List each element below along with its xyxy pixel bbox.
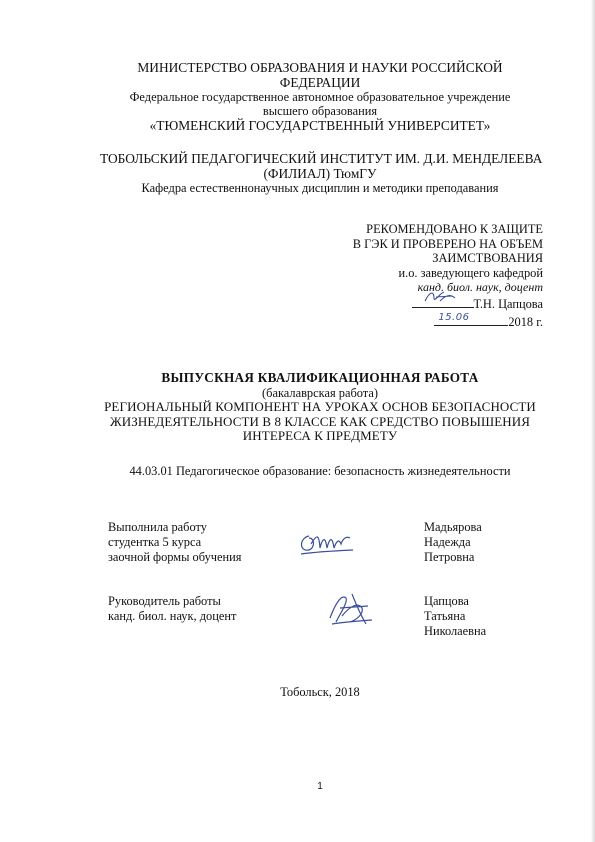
- author-firstname: Надежда: [424, 535, 471, 549]
- supervisor-role: [108, 594, 236, 624]
- department-line: Кафедра естественнонаучных дисциплин и методики преподавания: [141, 181, 499, 195]
- date-underline: [434, 313, 508, 326]
- approval-year: 2018 г.: [508, 314, 543, 329]
- author-role: [108, 520, 241, 565]
- head-signature-mark: [422, 289, 458, 305]
- header-line: ФЕДЕРАЦИИ: [279, 75, 361, 90]
- document-subtype: (бакалаврская работа): [262, 386, 378, 400]
- author-signature: [295, 526, 357, 560]
- approval-date-line: [300, 313, 543, 331]
- approval-block: [300, 222, 543, 331]
- page-edge: [591, 0, 595, 842]
- approval-degree: канд. биол. наук, доцент: [417, 280, 543, 294]
- signature-underline: [412, 295, 474, 308]
- supervisor-patronymic: Николаевна: [424, 624, 487, 638]
- approval-line: ЗАИМСТВОВАНИЯ: [432, 251, 543, 265]
- supervisor-role-line: Руководитель работы: [108, 594, 221, 608]
- institute-line: (ФИЛИАЛ) ТюмГУ: [263, 166, 377, 181]
- supervisor-firstname: Татьяна: [424, 609, 466, 623]
- supervisor-name: [424, 594, 486, 639]
- thesis-title-block: [100, 370, 540, 444]
- approval-signature-line: [300, 295, 543, 313]
- supervisor-signature: [322, 588, 378, 630]
- header-line: МИНИСТЕРСТВО ОБРАЗОВАНИЯ И НАУКИ РОССИЙСКОЙ: [137, 60, 503, 75]
- institute-line: ТОБОЛЬСКИЙ ПЕДАГОГИЧЕСКИЙ ИНСТИТУТ ИМ. Д.И. МЕНДЕЛЕЕВА: [100, 151, 543, 166]
- city-year-text: Тобольск, 2018: [280, 685, 360, 699]
- approval-position: и.о. заведующего кафедрой: [398, 265, 543, 280]
- thesis-topic-line: ЖИЗНЕДЕЯТЕЛЬНОСТИ В 8 КЛАССЕ КАК СРЕДСТВО ПОВЫШЕНИЯ: [110, 413, 530, 429]
- specialty-line: [100, 464, 540, 478]
- header-line: «ТЮМЕНСКИЙ ГОСУДАРСТВЕННЫЙ УНИВЕРСИТЕТ»: [149, 118, 491, 133]
- document-type: ВЫПУСКНАЯ КВАЛИФИКАЦИОННАЯ РАБОТА: [161, 370, 479, 385]
- handwritten-date: 15.06: [438, 311, 470, 323]
- thesis-topic-line: ИНТЕРЕСА К ПРЕДМЕТУ: [242, 428, 398, 443]
- author-surname: Мадьярова: [424, 520, 482, 534]
- header-line: высшего образования: [262, 104, 378, 118]
- page-number: 1: [317, 781, 323, 792]
- specialty-text: 44.03.01 Педагогическое образование: безопасность жизнедеятельности: [129, 464, 511, 478]
- header-line: Федеральное государственное автономное образовательное учреждение: [129, 90, 511, 104]
- approval-line: В ГЭК И ПРОВЕРЕНО НА ОБЪЕМ: [352, 236, 543, 251]
- author-role-line: студентка 5 курса: [108, 535, 202, 549]
- thesis-topic-line: РЕГИОНАЛЬНЫЙ КОМПОНЕНТ НА УРОКАХ ОСНОВ БЕЗОПАСНОСТИ: [104, 399, 536, 414]
- ministry-header: [100, 60, 540, 133]
- approval-line: РЕКОМЕНДОВАНО К ЗАЩИТЕ: [366, 222, 543, 236]
- supervisor-surname: Цапцова: [424, 594, 469, 608]
- city-year: [100, 685, 540, 699]
- author-name: [424, 520, 482, 565]
- supervisor-role-line: канд. биол. наук, доцент: [108, 609, 237, 623]
- institute-header: [100, 151, 543, 195]
- author-role-line: заочной формы обучения: [108, 550, 242, 564]
- author-patronymic: Петровна: [424, 550, 475, 564]
- approval-signer: Т.Н. Цапцова: [473, 296, 543, 311]
- author-role-line: Выполнила работу: [108, 520, 207, 534]
